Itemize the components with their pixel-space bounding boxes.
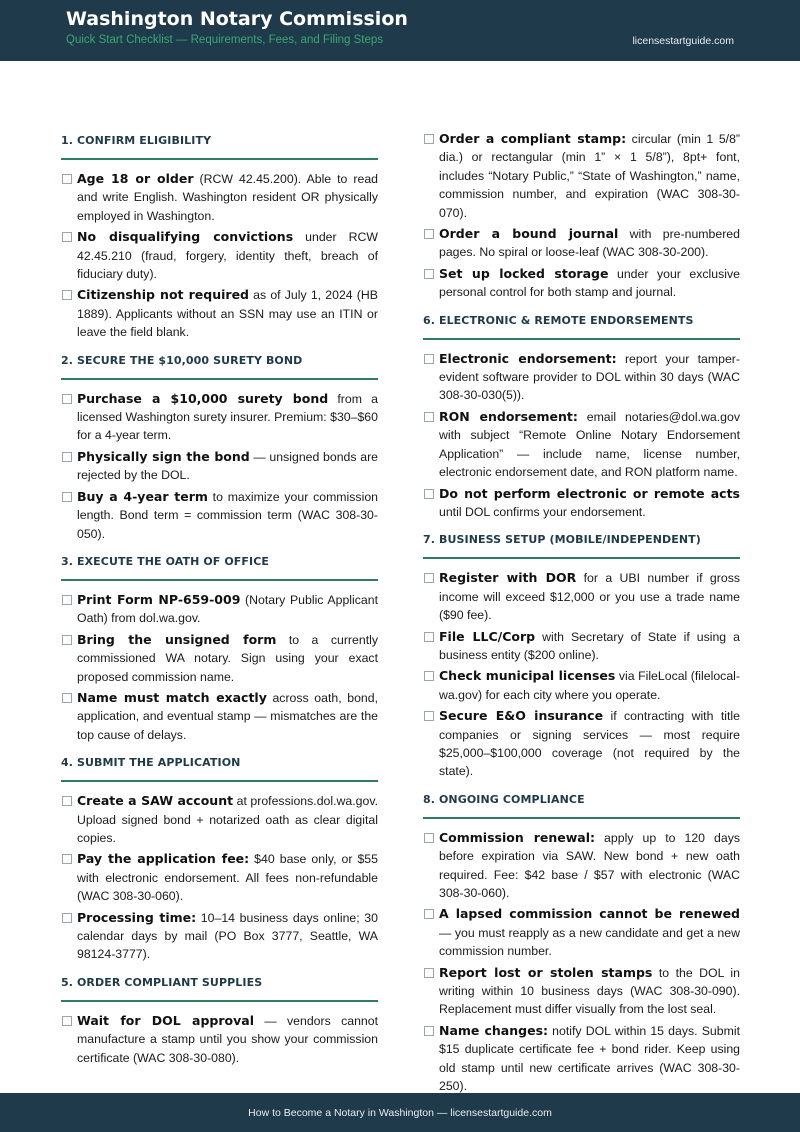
item-title: Create a SAW account xyxy=(77,793,234,809)
checklist-item xyxy=(61,792,378,847)
item-title: Order a compliant stamp: xyxy=(439,131,627,146)
checkbox-icon[interactable] xyxy=(62,913,72,923)
checkbox-icon[interactable] xyxy=(62,290,72,300)
checklist-section xyxy=(423,306,740,522)
item-text: at professions.dol.wa.gov. Upload signed bond + notarized oath as clear digital copies. xyxy=(77,794,378,845)
checklist-item xyxy=(423,350,740,405)
page-footer xyxy=(0,1093,800,1132)
item-text: (RCW 42.45.200). Able to read and write English. Washington resident OR physically employed in Washington. xyxy=(77,172,379,223)
checkbox-icon[interactable] xyxy=(62,595,72,605)
item-title: Electronic endorsement: xyxy=(439,350,617,366)
checkbox-icon[interactable] xyxy=(62,854,72,864)
item-text: — you must reapply as a new candidate and get a new commission number. xyxy=(439,925,740,959)
item-title: Report lost or stolen stamps xyxy=(439,964,653,980)
item-text: to maximize your commission length. Bond term = commission term (WAC 308-30-050). xyxy=(77,489,378,541)
checklist-item xyxy=(423,667,740,704)
section-heading: 3. EXECUTE THE OATH OF OFFICE xyxy=(61,547,378,581)
checklist-item xyxy=(61,448,378,485)
item-text: — vendors cannot manufacture a stamp until you show your commission certificate (WAC 308-30-080). xyxy=(77,1013,379,1065)
item-title: Order a bound journal xyxy=(439,226,619,242)
checkbox-icon[interactable] xyxy=(62,693,72,703)
checkbox-icon[interactable] xyxy=(424,573,434,583)
section-heading: 2. SECURE THE $10,000 SURETY BOND xyxy=(61,346,378,380)
section-heading: 5. ORDER COMPLIANT SUPPLIES xyxy=(61,968,378,1002)
item-text: as of July 1, 2024 (HB 1889). Applicants without an SSN may use an ITIN or leave the field blank. xyxy=(77,288,378,340)
item-text: from a licensed Washington surety insurer. Premium: $30–$60 for a 4-year term. xyxy=(77,391,378,443)
item-title: Citizenship not required xyxy=(77,287,249,303)
checkbox-icon[interactable] xyxy=(62,394,72,404)
checklist-item xyxy=(423,707,740,781)
checkbox-icon[interactable] xyxy=(424,489,434,499)
item-text: email notaries@dol.wa.gov with subject “Remote Online Notary Endorsement Application” — include name, license number, electronic endorsement date, and RON platform name. xyxy=(439,409,740,480)
checklist-item xyxy=(423,1022,740,1096)
footer-text: How to Become a Notary in Washington — licensestartguide.com xyxy=(248,1106,552,1119)
right-column xyxy=(423,126,740,1099)
checkbox-icon[interactable] xyxy=(62,174,72,184)
checkbox-icon[interactable] xyxy=(424,833,434,843)
item-text: circular (min 1 5/8” dia.) or rectangular (min 1” × 1 5/8”), 8pt+ font, includes “Notary Public,” “State of Washington,” name, commission number, and expiration (WAC 308-30-070). xyxy=(439,132,741,220)
checklist-item xyxy=(61,390,378,445)
page-title: Washington Notary Commission xyxy=(66,8,408,30)
checkbox-icon[interactable] xyxy=(424,968,434,978)
item-title: Physically sign the bond xyxy=(77,448,250,464)
checkbox-icon[interactable] xyxy=(424,1026,434,1036)
item-title: Print Form NP-659-009 xyxy=(77,591,241,607)
item-title: Age 18 or older xyxy=(77,171,194,186)
checkbox-icon[interactable] xyxy=(62,452,72,462)
item-title: Purchase a $10,000 surety bond xyxy=(77,390,329,406)
checklist-section xyxy=(61,346,378,543)
item-text: $40 base only, or $55 with electronic endorsement. All fees non-refundable (WAC 308-30-060). xyxy=(77,852,378,904)
item-text: to the DOL in writing within 10 business days (WAC 308-30-090). Replacement must differ visually from the lost seal. xyxy=(439,965,741,1017)
item-title: Pay the application fee: xyxy=(77,851,250,867)
item-text: apply up to 120 days before expiration via SAW. New bond + new oath required. Fee: $42 base / $57 with electronic (WAC 308-30-060). xyxy=(439,830,741,900)
checklist-section xyxy=(423,525,740,780)
checklist-item xyxy=(61,488,378,543)
item-text: under your exclusive personal control for both stamp and journal. xyxy=(439,266,740,300)
item-text: notify DOL within 15 days. Submit $15 duplicate certificate fee + bond rider. Keep using old stamp until new certificate arrives (WAC 308-30-250). xyxy=(439,1023,740,1094)
checkbox-icon[interactable] xyxy=(424,711,434,721)
checklist-section xyxy=(61,968,378,1067)
checklist-section xyxy=(423,785,740,1096)
section-heading: 4. SUBMIT THE APPLICATION xyxy=(61,748,378,782)
checkbox-icon[interactable] xyxy=(424,412,434,422)
item-title: Bring the unsigned form xyxy=(77,631,277,647)
page-header xyxy=(0,0,800,61)
section-heading: 7. BUSINESS SETUP (MOBILE/INDEPENDENT) xyxy=(423,525,740,559)
item-text: until DOL confirms your endorsement. xyxy=(439,504,646,519)
item-title: Register with DOR xyxy=(439,570,577,586)
checklist-item xyxy=(61,850,378,905)
checkbox-icon[interactable] xyxy=(424,134,434,144)
checklist-item xyxy=(61,228,378,283)
item-text: via FileLocal (filelocal-wa.gov) for each city where you operate. xyxy=(439,669,740,702)
checkbox-icon[interactable] xyxy=(62,232,72,242)
item-title: Do not perform electronic or remote acts xyxy=(439,485,740,501)
checklist-item xyxy=(423,408,740,482)
checklist-item xyxy=(423,905,740,960)
section-heading: 6. ELECTRONIC & REMOTE ENDORSEMENTS xyxy=(423,306,740,340)
checkbox-icon[interactable] xyxy=(424,671,434,681)
section-heading: 8. ONGOING COMPLIANCE xyxy=(423,785,740,819)
checklist-item xyxy=(423,569,740,624)
item-text: — unsigned bonds are rejected by the DOL. xyxy=(77,449,379,483)
checkbox-icon[interactable] xyxy=(424,354,434,364)
checklist-item xyxy=(423,225,740,262)
item-title: Check municipal licenses xyxy=(439,668,616,684)
checkbox-icon[interactable] xyxy=(62,796,72,806)
item-title: No disqualifying convictions xyxy=(77,229,294,245)
checklist-item xyxy=(423,628,740,665)
checklist-item xyxy=(61,286,378,341)
item-title: RON endorsement: xyxy=(439,408,578,424)
checklist-item xyxy=(423,130,740,222)
checkbox-icon[interactable] xyxy=(424,909,434,919)
supplies-continued xyxy=(423,126,740,302)
checkbox-icon[interactable] xyxy=(62,635,72,645)
item-text: under RCW 42.45.210 (fraud, forgery, identity theft, breach of fiduciary duty). xyxy=(77,230,379,282)
item-text: with Secretary of State if using a business entity ($200 online). xyxy=(439,629,740,662)
checklist-item xyxy=(423,485,740,522)
item-text: if contracting with title companies or signing services — most require $25,000–$100,000 coverage (not required by the state). xyxy=(439,709,740,779)
checklist-item xyxy=(61,591,378,628)
item-title: Set up locked storage xyxy=(439,265,609,281)
item-title: Wait for DOL approval xyxy=(77,1012,254,1028)
item-title: Name must match exactly xyxy=(77,689,267,705)
item-title: Secure E&O insurance xyxy=(439,708,604,724)
checklist-section xyxy=(61,126,378,342)
checkbox-icon[interactable] xyxy=(424,229,434,239)
left-column xyxy=(61,126,378,1071)
checklist-item xyxy=(61,631,378,686)
checkbox-icon[interactable] xyxy=(62,1016,72,1026)
item-text: for a UBI number if gross income will exceed $12,000 or you use a trade name ($90 fee). xyxy=(439,571,740,623)
item-title: Processing time: xyxy=(77,909,197,925)
item-text: across oath, bond, application, and eventual stamp — mismatches are the top cause of delays. xyxy=(77,690,378,742)
item-title: Buy a 4-year term xyxy=(77,488,208,504)
checkbox-icon[interactable] xyxy=(424,269,434,279)
item-text: report your tamper-evident software provider to DOL within 30 days (WAC 308-30-030(5)). xyxy=(439,351,740,403)
item-text: 10–14 business days online; 30 calendar days by mail (PO Box 3777, Seattle, WA 98124-3777). xyxy=(77,910,378,962)
item-text: (Notary Public Applicant Oath) from dol.wa.gov. xyxy=(77,592,378,626)
item-title: A lapsed commission cannot be renewed xyxy=(439,906,740,922)
item-title: Name changes: xyxy=(439,1022,549,1038)
checklist-section xyxy=(61,547,378,744)
checkbox-icon[interactable] xyxy=(62,492,72,502)
checklist-item xyxy=(61,909,378,964)
checklist-item xyxy=(61,1012,378,1067)
checklist-item xyxy=(423,964,740,1019)
checklist-section xyxy=(61,748,378,964)
checklist-item xyxy=(423,829,740,903)
checklist-item xyxy=(61,689,378,744)
item-text: to a currently commissioned WA notary. Sign using your exact proposed commission name. xyxy=(77,632,378,684)
site-name: licensestartguide.com xyxy=(632,35,734,47)
section-heading: 1. CONFIRM ELIGIBILITY xyxy=(61,126,378,160)
item-title: Commission renewal: xyxy=(439,829,596,845)
item-text: with pre-numbered pages. No spiral or loose-leaf (WAC 308-30-200). xyxy=(439,227,740,260)
item-title: File LLC/Corp xyxy=(439,628,536,644)
checklist-item xyxy=(423,265,740,302)
checkbox-icon[interactable] xyxy=(424,632,434,642)
checklist-item xyxy=(61,170,378,225)
page-subtitle: Quick Start Checklist — Requirements, Fees, and Filing Steps xyxy=(66,34,384,46)
